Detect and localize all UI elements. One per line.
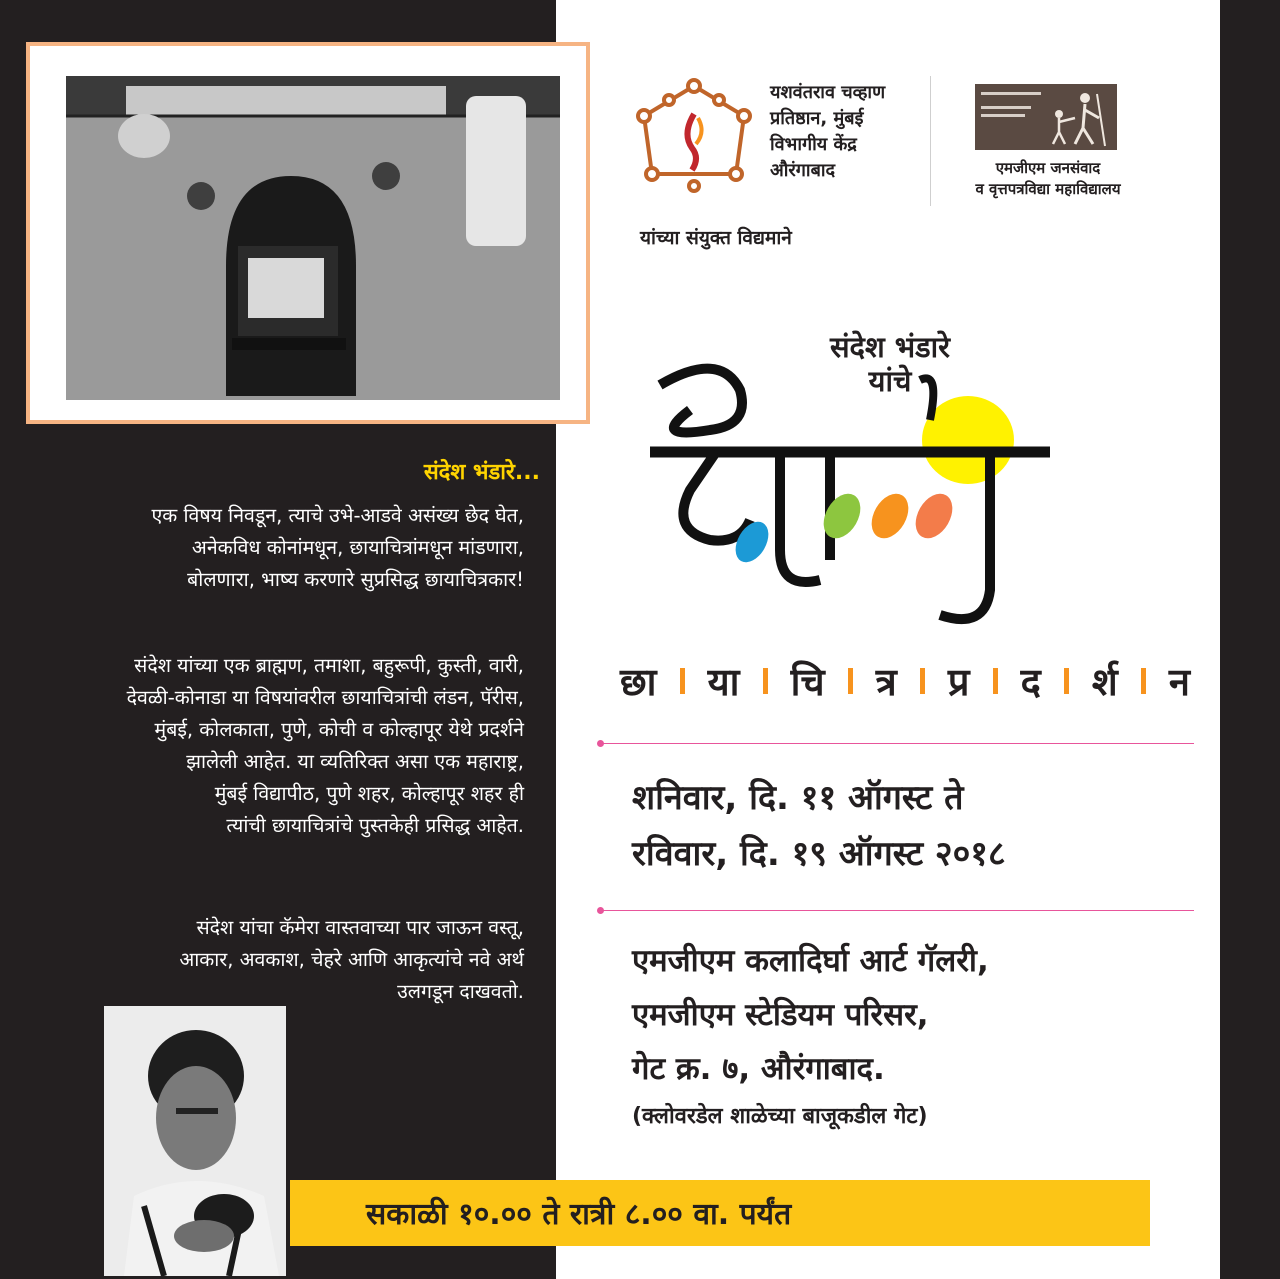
bio-line: बोलणारा, भाष्य करणारे सुप्रसिद्ध छायाचित्रकार! bbox=[187, 568, 524, 591]
bio-line: संदेश यांच्या एक ब्राह्मण, तमाशा, बहुरूपी, कुस्ती, वारी, bbox=[134, 654, 524, 677]
subtitle-separator bbox=[848, 668, 853, 694]
subtitle-separator bbox=[763, 668, 768, 694]
subtitle-letter: या bbox=[707, 660, 740, 704]
subtitle-letter: त्र bbox=[875, 660, 897, 704]
bio-line: एक विषय निवडून, त्याचे उभे-आडवे असंख्य छेद घेत, bbox=[151, 504, 524, 527]
org1-line: विभागीय केंद्र bbox=[770, 134, 857, 155]
divider-dot bbox=[597, 907, 604, 914]
subtitle-letter: न bbox=[1168, 660, 1190, 704]
bio-heading: संदेश भंडारे... bbox=[423, 460, 540, 485]
divider-line bbox=[600, 910, 1194, 911]
venue-note: (क्लोवरडेल शाळेच्या बाजूकडील गेट) bbox=[632, 1104, 928, 1129]
subtitle-separator bbox=[680, 668, 685, 694]
divider-dot bbox=[597, 740, 604, 747]
subtitle-letter: द bbox=[1020, 660, 1041, 704]
subtitle-letter: प्र bbox=[947, 660, 970, 704]
joint-auspices-text: यांच्या संयुक्त विद्यमाने bbox=[640, 227, 792, 249]
byline-name: संदेश भंडारे bbox=[829, 330, 951, 364]
venue-address bbox=[632, 934, 989, 1096]
subtitle-separator bbox=[920, 668, 925, 694]
exhibition-dates bbox=[632, 770, 1006, 882]
subtitle-letter: र्श bbox=[1091, 660, 1118, 704]
mgm-college-logo-icon bbox=[975, 84, 1117, 150]
org1-name bbox=[770, 80, 885, 184]
bio-line: झालेली आहेत. या व्यतिरिक्त असा एक महाराष्ट्र, bbox=[186, 750, 524, 773]
bio-paragraph-1 bbox=[20, 500, 524, 596]
org2-line: व वृत्तपत्रविद्या महाविद्यालय bbox=[975, 180, 1121, 198]
subtitle-separator bbox=[993, 668, 998, 694]
bio-line: मुंबई, कोलकाता, पुणे, कोची व कोल्हापूर येथे प्रदर्शने bbox=[154, 718, 524, 741]
bio-line: आकार, अवकाश, चेहरे आणि आकृत्यांचे नवे अर्थ bbox=[179, 948, 524, 971]
pratishthan-logo-icon bbox=[632, 78, 756, 202]
subtitle-separator bbox=[1141, 668, 1146, 694]
timing-text: सकाळी १०.०० ते रात्री ८.०० वा. पर्यंत bbox=[366, 1197, 792, 1232]
divider-line bbox=[600, 743, 1194, 744]
bio-line: देवळी-कोनाडा या विषयांवरील छायाचित्रांची लंडन, पॅरीस, bbox=[126, 686, 524, 709]
niche-photo-frame bbox=[26, 42, 590, 424]
bio-line: उलगडून दाखवतो. bbox=[397, 980, 524, 1003]
exhibition-subtitle bbox=[620, 655, 1190, 707]
org2-name bbox=[950, 158, 1146, 200]
byline-possessive: यांचे bbox=[868, 364, 912, 398]
logo-divider bbox=[930, 76, 931, 206]
bio-line: मुंबई विद्यापीठ, पुणे शहर, कोल्हापूर शहर ही bbox=[214, 782, 524, 805]
org1-line: औरंगाबाद bbox=[770, 160, 836, 181]
subtitle-letter: छा bbox=[620, 660, 657, 704]
bio-paragraph-2 bbox=[20, 650, 524, 842]
date-end: रविवार, दि. १९ ऑगस्ट २०१८ bbox=[632, 834, 1006, 874]
bio-paragraph-3 bbox=[20, 912, 524, 1008]
right-edge-strip bbox=[1220, 0, 1280, 1279]
niche-photo bbox=[66, 76, 560, 400]
org2-line: एमजीएम जनसंवाद bbox=[995, 159, 1101, 177]
date-start: शनिवार, दि. ११ ऑगस्ट ते bbox=[632, 778, 964, 818]
org1-line: प्रतिष्ठान, मुंबई bbox=[770, 108, 864, 129]
bio-line: त्यांची छायाचित्रांचे पुस्तकेही प्रसिद्ध आहेत. bbox=[226, 814, 524, 837]
exhibition-title bbox=[630, 330, 1070, 634]
photographer-portrait bbox=[104, 1006, 286, 1276]
venue-line: एमजीएम स्टेडियम परिसर, bbox=[632, 997, 929, 1033]
bio-line: अनेकविध कोनांमधून, छायाचित्रांमधून मांडणारा, bbox=[191, 536, 524, 559]
org1-line: यशवंतराव चव्हाण bbox=[770, 82, 886, 103]
subtitle-separator bbox=[1064, 668, 1069, 694]
venue-line: एमजीएम कलादिर्घा आर्ट गॅलरी, bbox=[632, 943, 989, 979]
venue-line: गेट क्र. ७, औरंगाबाद. bbox=[632, 1051, 885, 1087]
bio-line: संदेश यांचा कॅमेरा वास्तवाच्या पार जाऊन वस्तू, bbox=[196, 916, 524, 939]
subtitle-letter: चि bbox=[790, 660, 825, 704]
